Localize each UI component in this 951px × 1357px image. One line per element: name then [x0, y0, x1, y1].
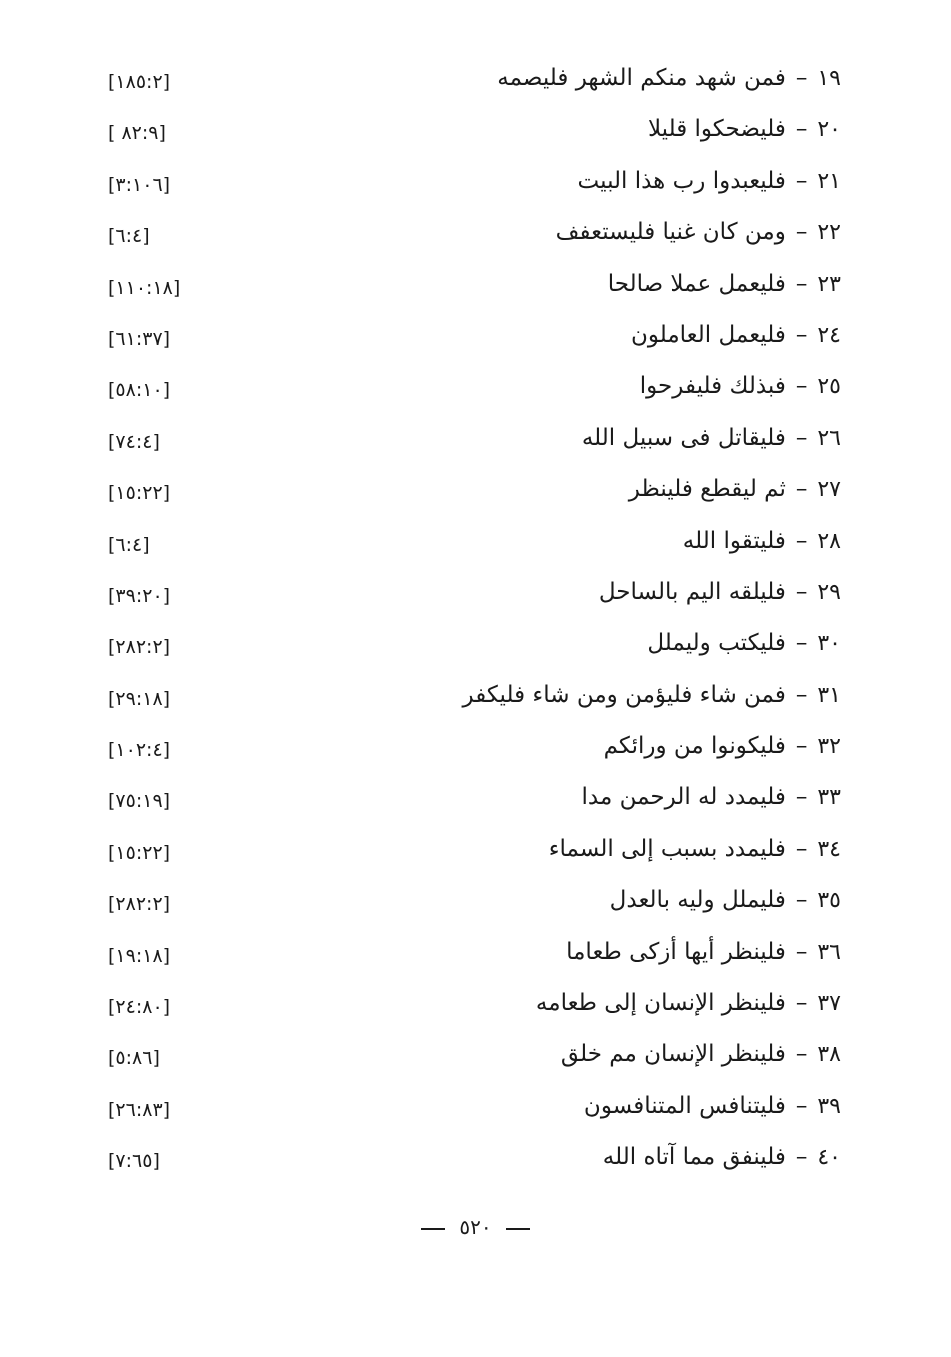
verse-line	[647, 626, 841, 661]
entry-number: ٢٨	[817, 528, 841, 554]
entry-dash: –	[795, 1144, 808, 1171]
entry-number: ٢١	[817, 168, 841, 194]
verse-line	[549, 832, 841, 867]
verse-text: فليملل وليه بالعدل	[609, 887, 786, 914]
verse-text: فليلقه اليم بالساحل	[598, 578, 786, 605]
entry-dash: –	[795, 270, 808, 297]
list-item	[0, 826, 951, 877]
verse-text: فبذلك فليفرحوا	[639, 373, 786, 400]
page-number-rule-left	[421, 1228, 445, 1230]
entry-dash: –	[795, 938, 808, 965]
verse-reference: [١٥:٢٢]	[108, 482, 171, 505]
verse-text: فليكونوا من ورائكم	[603, 733, 786, 760]
entry-number: ٣٦	[817, 939, 841, 965]
verse-reference: [ ٨٢:٩]	[108, 122, 166, 145]
entry-dash: –	[795, 1092, 808, 1119]
list-item	[0, 363, 951, 414]
verse-text: فليمدد له الرحمن مدا	[581, 784, 786, 811]
list-item	[0, 158, 951, 209]
list-item	[0, 518, 951, 569]
verse-reference: [٢٦:٨٣]	[108, 1098, 171, 1121]
page-number-line	[0, 1212, 951, 1242]
entry-number: ٣٠	[817, 631, 841, 657]
verse-reference: [١٥:٢٢]	[108, 841, 171, 864]
entry-list	[0, 55, 951, 1186]
verse-text: فمن شهد منكم الشهر فليصمه	[497, 65, 786, 91]
verse-reference: [٦:٤]	[108, 225, 150, 248]
page-number-rule-right	[506, 1228, 530, 1230]
entry-dash: –	[795, 835, 808, 862]
verse-reference: [٣٩:٢٠]	[108, 584, 171, 607]
verse-reference: [٥:٨٦]	[108, 1047, 160, 1070]
verse-line	[610, 883, 841, 918]
verse-text: فليعمل عملا صالحا	[607, 270, 786, 297]
list-item	[0, 620, 951, 671]
entry-number: ٢٩	[817, 579, 841, 605]
verse-text: فليعبدوا رب هذا البيت	[577, 167, 786, 194]
verse-text: فليقاتل فى سبيل الله	[581, 424, 786, 451]
entry-number: ٣١	[817, 682, 841, 708]
verse-line	[648, 112, 841, 147]
entry-number: ٢٣	[817, 271, 841, 297]
entry-dash: –	[795, 373, 808, 400]
entry-number: ٣٣	[817, 785, 841, 811]
entry-number: ٢٥	[817, 374, 841, 400]
verse-text: فليكتب وليملل	[647, 630, 786, 657]
verse-text: فليمدد بسبب إلى السماء	[548, 835, 786, 862]
list-item	[0, 723, 951, 774]
verse-line	[556, 215, 841, 250]
entry-number: ٣٩	[817, 1093, 841, 1119]
verse-reference: [١٠٢:٤]	[108, 739, 171, 762]
entry-dash: –	[795, 681, 808, 708]
verse-line	[584, 1089, 841, 1124]
verse-reference: [١٨٥:٢]	[108, 71, 171, 93]
entry-dash: –	[795, 784, 808, 811]
list-item	[0, 980, 951, 1031]
verse-reference: [٧:٦٥]	[108, 1150, 160, 1173]
list-item	[0, 209, 951, 260]
verse-reference: [٢٩:١٨]	[108, 687, 171, 710]
entry-number: ٢٢	[817, 220, 841, 246]
entry-dash: –	[795, 1041, 808, 1068]
verse-line	[561, 1037, 841, 1072]
entry-dash: –	[795, 630, 808, 657]
list-item	[0, 929, 951, 980]
list-item	[0, 106, 951, 157]
verse-reference: [٦١:٣٧]	[108, 327, 171, 350]
list-item	[0, 774, 951, 825]
verse-line	[578, 164, 841, 199]
verse-reference: [٧٤:٤]	[108, 430, 160, 453]
verse-reference: [٣:١٠٦]	[108, 173, 171, 196]
list-item	[0, 261, 951, 312]
verse-text: فليتقوا الله	[682, 527, 786, 554]
page-number: ٥٢٠	[459, 1215, 492, 1239]
verse-line	[497, 61, 841, 96]
verse-reference: [١٩:١٨]	[108, 944, 171, 967]
entry-number: ٣٨	[817, 1042, 841, 1068]
entry-number: ٣٥	[817, 888, 841, 914]
verse-line	[608, 267, 841, 302]
verse-line	[463, 678, 841, 713]
entry-number: ٢٧	[817, 477, 841, 503]
entry-dash: –	[795, 733, 808, 760]
verse-reference: [١١٠:١٨]	[108, 276, 181, 299]
verse-reference: [٢٨٢:٢]	[108, 893, 171, 916]
entry-dash: –	[795, 167, 808, 194]
verse-text: ثم ليقطع فلينظر	[628, 476, 786, 503]
verse-line	[640, 369, 841, 404]
entry-dash: –	[795, 321, 808, 348]
verse-text: فليضحكوا قليلا	[647, 116, 786, 143]
verse-line	[631, 318, 841, 353]
verse-text: فلينظر أيها أزكى طعاما	[566, 938, 786, 965]
entry-number: ٣٤	[817, 836, 841, 862]
verse-text: فليتنافس المتنافسون	[583, 1092, 786, 1119]
entry-dash: –	[795, 887, 808, 914]
verse-line	[536, 986, 841, 1021]
list-item	[0, 312, 951, 363]
verse-line	[603, 1140, 841, 1175]
verse-reference: [٥٨:١٠]	[108, 379, 171, 402]
entry-dash: –	[795, 116, 808, 143]
entry-number: ٤٠	[817, 1145, 841, 1171]
verse-line	[629, 472, 841, 507]
verse-text: فلينظر الإنسان إلى طعامه	[535, 990, 786, 1017]
verse-line	[599, 575, 841, 610]
entry-dash: –	[795, 527, 808, 554]
list-item	[0, 569, 951, 620]
entry-dash: –	[795, 65, 808, 91]
verse-text: ومن كان غنيا فليستعفف	[555, 219, 786, 246]
verse-reference: [٢٨٢:٢]	[108, 636, 171, 659]
verse-text: فليعمل العاملون	[630, 321, 786, 348]
entry-number: ٢٦	[817, 425, 841, 451]
list-item	[0, 672, 951, 723]
list-item	[0, 1083, 951, 1134]
verse-line	[566, 935, 841, 970]
verse-reference: [٢٤:٨٠]	[108, 996, 171, 1019]
entry-number: ٢٠	[817, 117, 841, 143]
list-item	[0, 55, 951, 106]
list-item	[0, 466, 951, 517]
verse-line	[683, 524, 841, 559]
entry-number: ٣٢	[817, 734, 841, 760]
entry-dash: –	[795, 424, 808, 451]
verse-reference: [٧٥:١٩]	[108, 790, 171, 813]
verse-text: فمن شاء فليؤمن ومن شاء فليكفر	[462, 681, 786, 708]
list-item	[0, 1134, 951, 1185]
list-item	[0, 1031, 951, 1082]
list-item	[0, 877, 951, 928]
entry-number: ١٩	[817, 66, 841, 91]
verse-line	[604, 729, 841, 764]
verse-text: فلينظر الإنسان مم خلق	[560, 1041, 786, 1068]
entry-dash: –	[795, 476, 808, 503]
verse-reference: [٦:٤]	[108, 533, 150, 556]
entry-dash: –	[795, 578, 808, 605]
verse-line	[582, 421, 841, 456]
entry-dash: –	[795, 990, 808, 1017]
list-item	[0, 415, 951, 466]
entry-dash: –	[795, 219, 808, 246]
verse-text: فلينفق مما آتاه الله	[602, 1144, 786, 1171]
entry-number: ٣٧	[817, 991, 841, 1017]
verse-line	[582, 780, 841, 815]
entry-number: ٢٤	[817, 322, 841, 348]
